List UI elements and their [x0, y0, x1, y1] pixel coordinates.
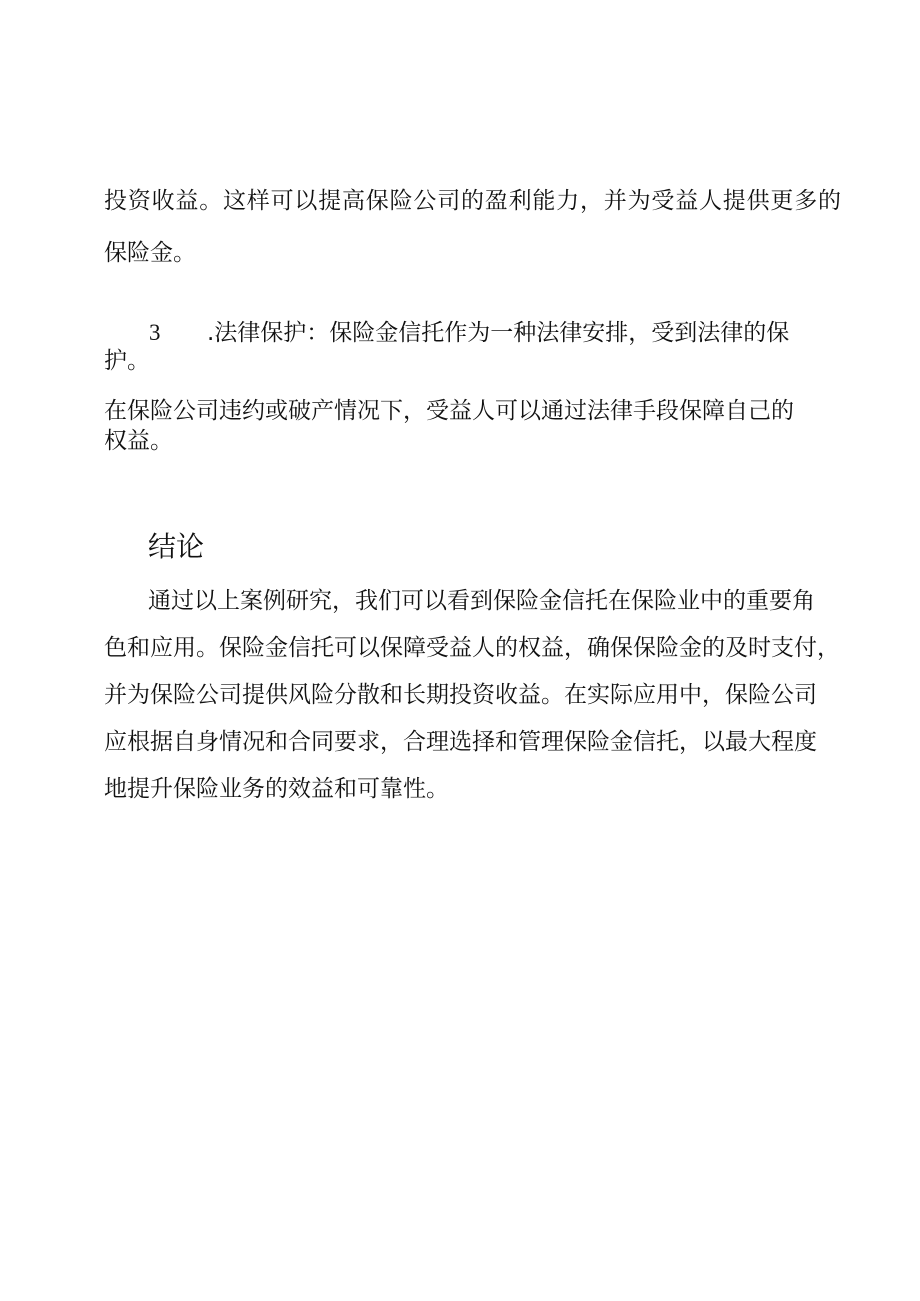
conclusion-line: 通过以上案例研究，我们可以看到保险金信托在保险业中的重要角: [148, 588, 815, 614]
conclusion-line: 地提升保险业务的效益和可靠性。: [104, 776, 449, 802]
paragraph-line: 投资收益。这样可以提高保险公司的盈利能力，并为受益人提供更多的: [104, 188, 842, 214]
list-item-legal-protection: [149, 318, 789, 348]
list-item-text: .法律保护：保险金信托作为一种法律安排，受到法律的保: [207, 320, 790, 346]
conclusion-line: 应根据自身情况和合同要求，合理选择和管理保险金信托，以最大程度: [104, 729, 817, 755]
list-number: 3: [149, 320, 161, 345]
conclusion-line: 色和应用。保险金信托可以保障受益人的权益，确保保险金的及时支付，: [104, 635, 840, 661]
section-heading: 结论: [148, 530, 205, 563]
conclusion-line: 并为保险公司提供风险分散和长期投资收益。在实际应用中，保险公司: [104, 682, 817, 708]
paragraph-line: 在保险公司违约或破产情况下，受益人可以通过法律手段保障自己的: [104, 398, 794, 424]
paragraph-line: 保险金。: [104, 240, 196, 266]
paragraph-line: 护。: [104, 348, 150, 374]
paragraph-line: 权益。: [104, 428, 173, 454]
